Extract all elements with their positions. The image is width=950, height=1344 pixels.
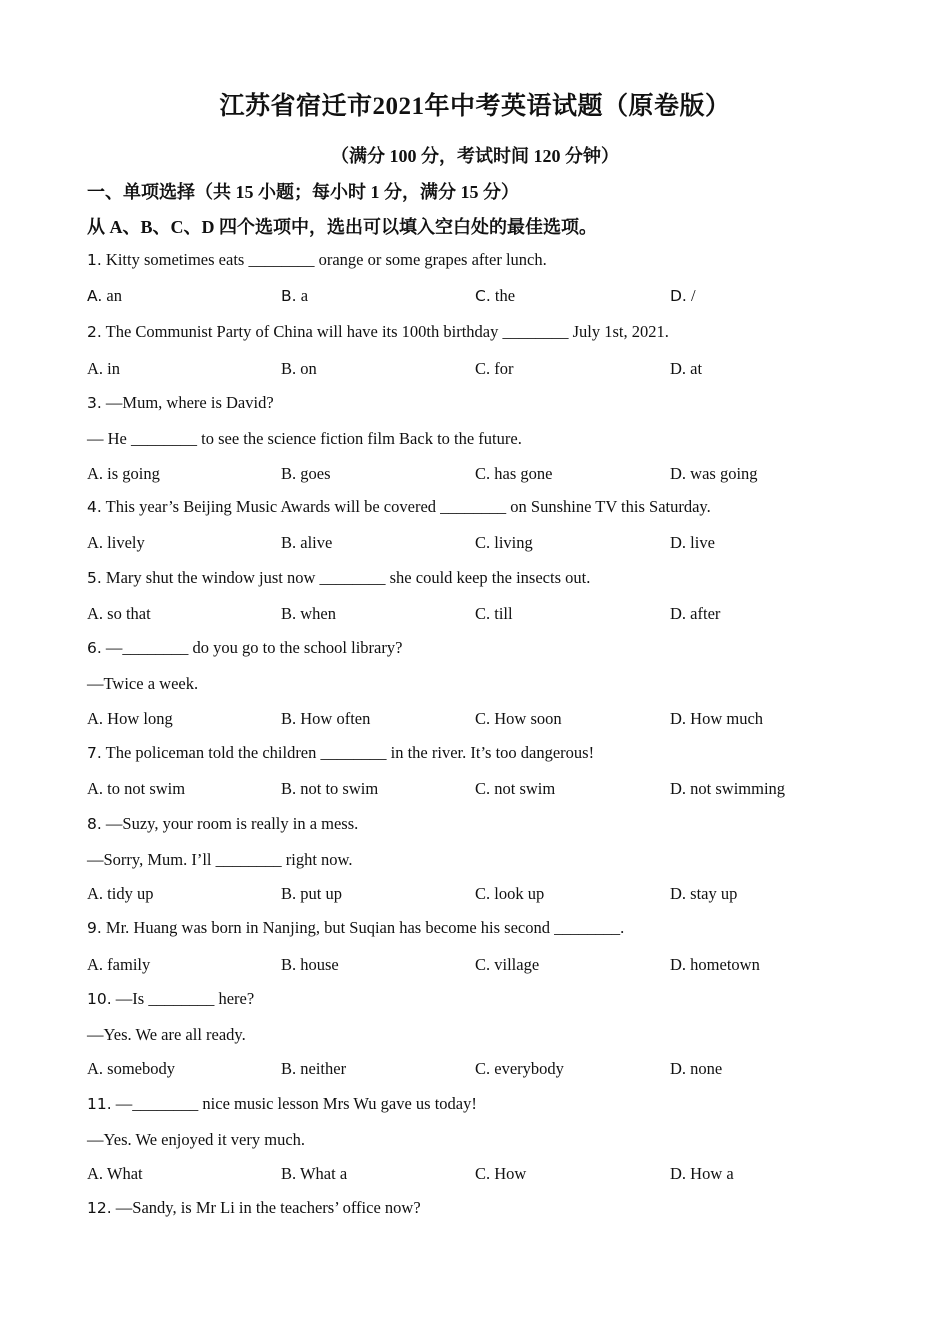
question-number: 3. (87, 394, 102, 412)
question-number: 9. (87, 919, 102, 937)
question-text: The Communist Party of China will have its 100th birthday ________ July 1st, 2021. (101, 322, 669, 341)
option-c: C. the (475, 286, 516, 305)
option-c: C. living (475, 533, 533, 552)
option-a: A. What (87, 1164, 143, 1183)
option-b: B. What a (281, 1164, 348, 1183)
question-number: 5. (87, 569, 102, 587)
option-d: D. / (670, 286, 696, 305)
option-b: B. put up (281, 884, 342, 903)
option-c: C. everybody (475, 1059, 564, 1078)
option-a: A. so that (87, 604, 151, 623)
question-6 (87, 638, 402, 658)
option-d: D. live (670, 533, 715, 552)
option-d: D. hometown (670, 955, 760, 974)
option-b: B. How often (281, 709, 371, 728)
option-a: A. in (87, 359, 120, 378)
option-b: B. alive (281, 533, 333, 552)
question-8 (87, 814, 358, 834)
option-c: C. till (475, 604, 513, 623)
question-text: —Sandy, is Mr Li in the teachers’ office now? (111, 1198, 421, 1217)
question-number: 11. (87, 1095, 112, 1113)
question-number: 6. (87, 639, 102, 657)
option-d: D. after (670, 604, 721, 623)
question-1 (87, 250, 547, 270)
option-a: A. somebody (87, 1059, 175, 1078)
question-text: Kitty sometimes eats ________ orange or some grapes after lunch. (101, 250, 547, 269)
question-text: The policeman told the children ________ in the river. It’s too dangerous! (101, 743, 595, 762)
option-a: A. an (87, 286, 122, 305)
option-a: A. lively (87, 533, 145, 552)
question-number: 10. (87, 990, 112, 1008)
option-b: B. when (281, 604, 336, 623)
question-5 (87, 568, 590, 588)
option-a: A. family (87, 955, 151, 974)
question-7 (87, 743, 594, 763)
question-text: —________ nice music lesson Mrs Wu gave us today! (111, 1094, 477, 1113)
option-d: D. stay up (670, 884, 738, 903)
option-c: C. not swim (475, 779, 556, 798)
option-c: C. for (475, 359, 514, 378)
option-d: D. How a (670, 1164, 734, 1183)
option-a: A. is going (87, 464, 160, 483)
exam-subtitle: （满分 100 分，考试时间 120 分钟） (331, 146, 619, 166)
question-text: —Is ________ here? (111, 989, 255, 1008)
question-4 (87, 497, 711, 517)
question-text: —Suzy, your room is really in a mess. (101, 814, 359, 833)
question-number: 7. (87, 744, 102, 762)
option-a: A. to not swim (87, 779, 186, 798)
option-b: B. neither (281, 1059, 347, 1078)
option-d: D. was going (670, 464, 758, 483)
option-d: D. at (670, 359, 703, 378)
question-3-reply: — He ________ to see the science fiction film Back to the future. (87, 429, 522, 448)
question-text: Mr. Huang was born in Nanjing, but Suqian has become his second ________. (101, 918, 625, 937)
question-2 (87, 322, 669, 342)
option-c: C. look up (475, 884, 545, 903)
question-8-reply: —Sorry, Mum. I’ll ________ right now. (87, 850, 353, 869)
question-number: 8. (87, 815, 102, 833)
question-text: —Mum, where is David? (101, 393, 274, 412)
question-number: 2. (87, 323, 102, 341)
question-11 (87, 1094, 477, 1114)
option-d: D. not swimming (670, 779, 786, 798)
question-number: 4. (87, 498, 102, 516)
section-instruction: 从 A、B、C、D 四个选项中，选出可以填入空白处的最佳选项。 (87, 217, 598, 237)
option-c: C. How soon (475, 709, 562, 728)
question-10-reply: —Yes. We are all ready. (87, 1025, 246, 1044)
option-d: D. How much (670, 709, 764, 728)
section-heading: 一、单项选择（共 15 小题；每小时 1 分，满分 15 分） (87, 182, 519, 202)
question-text: Mary shut the window just now ________ she could keep the insects out. (101, 568, 591, 587)
option-d: D. none (670, 1059, 723, 1078)
question-number: 12. (87, 1199, 112, 1217)
option-c: C. has gone (475, 464, 553, 483)
question-10 (87, 989, 254, 1009)
exam-title: 江苏省宿迁市2021年中考英语试题（原卷版） (219, 93, 731, 120)
question-12 (87, 1198, 421, 1218)
option-b: B. house (281, 955, 339, 974)
option-a: A. How long (87, 709, 173, 728)
question-text: —________ do you go to the school library? (101, 638, 403, 657)
question-9 (87, 918, 624, 938)
question-text: This year’s Beijing Music Awards will be covered ________ on Sunshine TV this Saturday. (101, 497, 711, 516)
option-b: B. on (281, 359, 317, 378)
option-c: C. How (475, 1164, 527, 1183)
question-6-reply: —Twice a week. (87, 674, 199, 693)
option-c: C. village (475, 955, 540, 974)
option-b: B. a (281, 286, 309, 305)
option-b: B. not to swim (281, 779, 379, 798)
option-b: B. goes (281, 464, 331, 483)
option-a: A. tidy up (87, 884, 154, 903)
question-3 (87, 393, 274, 413)
question-11-reply: —Yes. We enjoyed it very much. (87, 1130, 306, 1149)
question-number: 1. (87, 251, 102, 269)
